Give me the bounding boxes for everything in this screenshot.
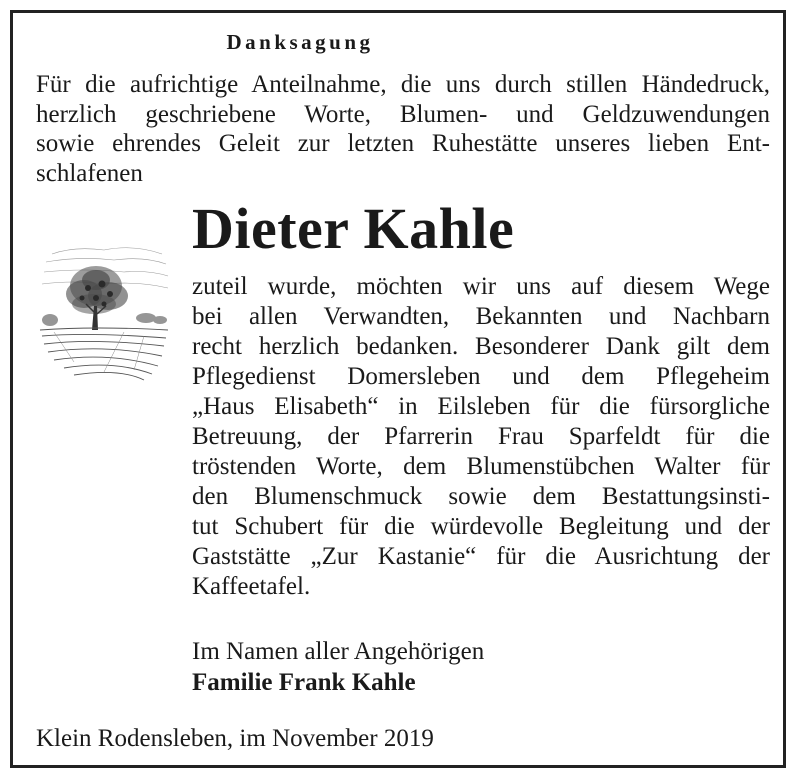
body-line: tut Schubert für die würdevolle Begleitung und der [192, 513, 770, 540]
intro-line: schlafenen [36, 159, 143, 187]
tree-landscape-icon [34, 232, 174, 382]
body-line: Betreuung, der Pfarrerin Frau Sparfeldt für die [192, 423, 770, 450]
body-line: bei allen Verwandten, Bekannten und Nachbarn [192, 303, 770, 330]
body-line: „Haus Elisabeth“ in Eilsleben für die fürsorgliche [192, 393, 770, 420]
body-line: Pflegedienst Domersleben und dem Pflegeheim [192, 363, 770, 390]
body-line: Kaffeetafel. [192, 573, 311, 600]
place-date: Klein Rodensleben, im November 2019 [36, 725, 434, 752]
intro-paragraph [36, 70, 770, 188]
body-line: Gaststätte „Zur Kastanie“ für die Ausrichtung der [192, 543, 770, 570]
intro-line: herzlich geschriebene Worte, Blumen- und Geldzuwendungen [36, 100, 770, 128]
thanks-paragraph [192, 272, 770, 602]
intro-line: Für die aufrichtige Anteilnahme, die uns durch stillen Händedruck, [36, 71, 770, 98]
body-line: zuteil wurde, möchten wir uns auf diesem Wege [192, 273, 770, 300]
signoff-family: Familie Frank Kahle [192, 669, 416, 696]
notice-heading: Danksagung [226, 30, 374, 54]
body-line: den Blumenschmuck sowie dem Bestattungsinsti- [192, 483, 770, 510]
signoff [192, 636, 484, 698]
body-line: recht herzlich bedanken. Besonderer Dank gilt dem [192, 333, 770, 360]
deceased-name: Dieter Kahle [192, 196, 515, 261]
body-line: tröstenden Worte, dem Blumenstübchen Walter für [192, 453, 770, 480]
intro-line: sowie ehrendes Geleit zur letzten Ruhestätte unseres lieben Ent- [36, 130, 770, 157]
signoff-intro: Im Namen aller Angehörigen [192, 638, 485, 665]
